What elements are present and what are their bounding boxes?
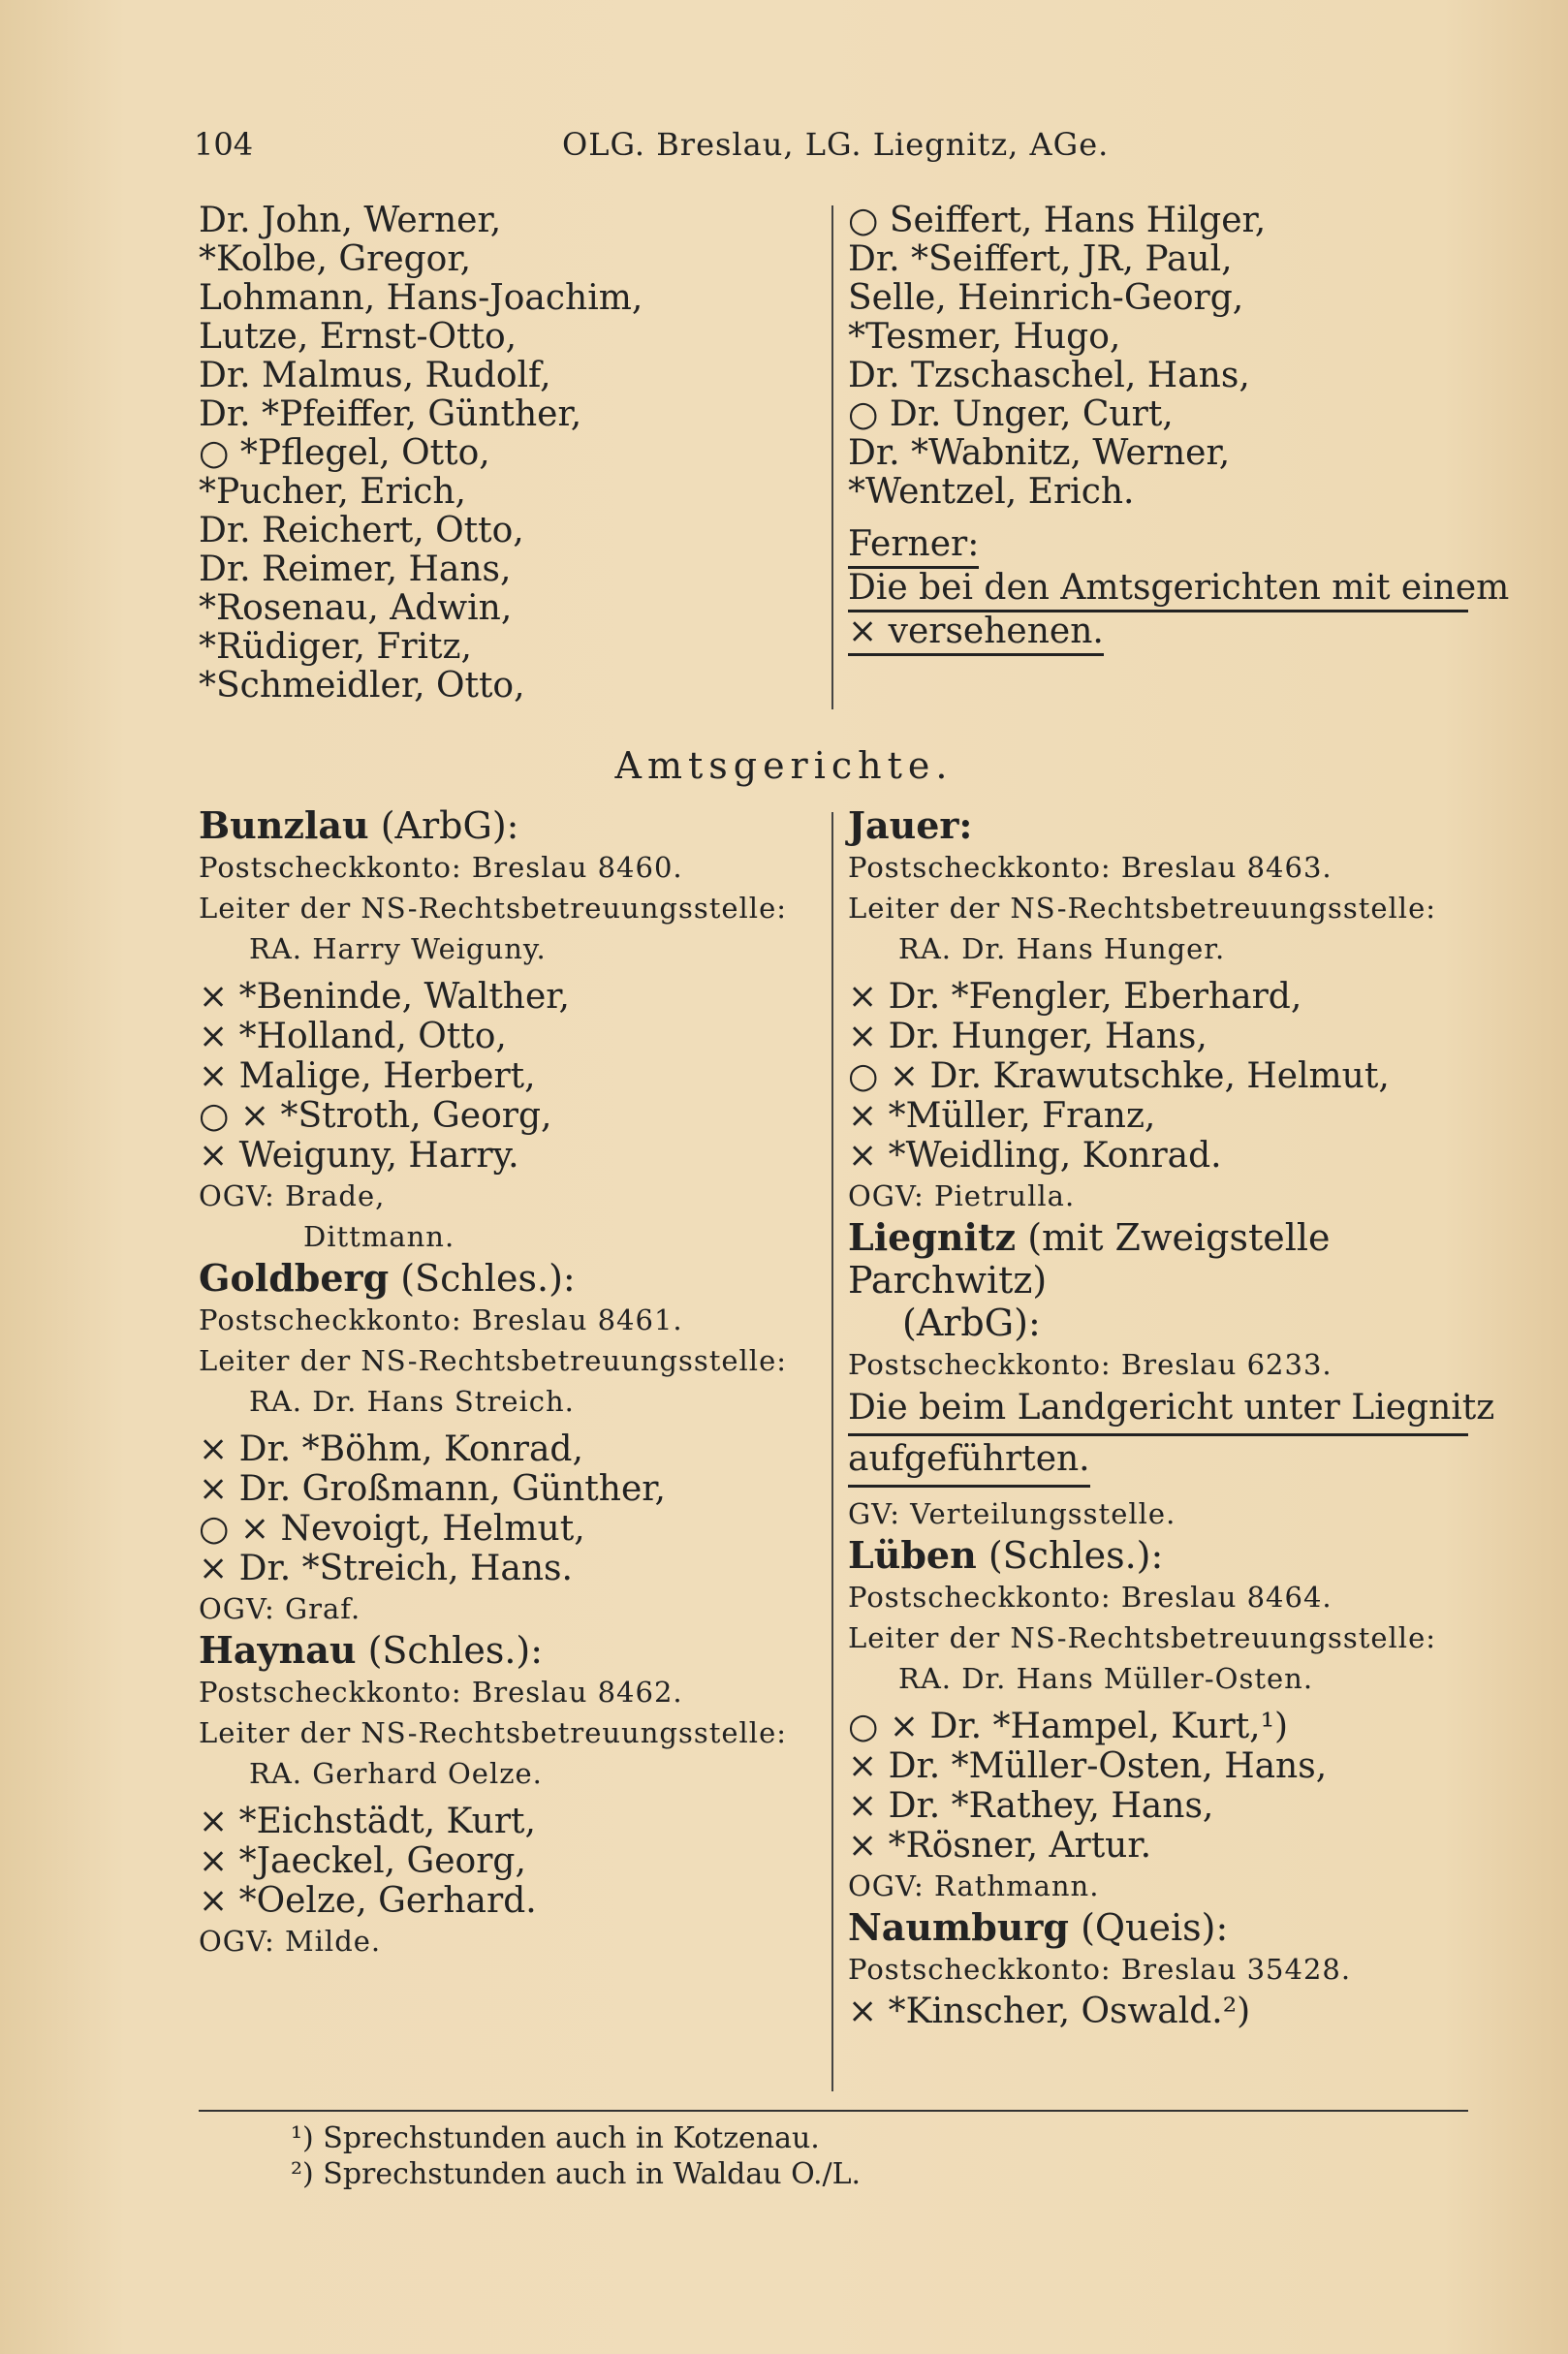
court-suffix: (mit Zweigstelle Parchwitz)	[848, 1216, 1331, 1302]
court-heading	[848, 1216, 1497, 1302]
ogv-line-2: Dittmann.	[303, 1220, 455, 1253]
leiter-label: Leiter der NS-Rechtsbetreuungsstelle:	[199, 1344, 788, 1377]
court-liegnitz	[848, 1216, 1497, 1534]
court-name: Jauer:	[848, 803, 973, 847]
list-item: *Schmeidler, Otto,	[199, 666, 525, 706]
ogv-line: OGV: Pietrulla.	[848, 1179, 1076, 1212]
list-item: *Rüdiger, Fritz,	[199, 627, 472, 667]
top-right-name-list	[848, 201, 1510, 656]
court-heading	[199, 1629, 819, 1672]
list-item: Lohmann, Hans-Joachim,	[199, 278, 643, 318]
judge-list	[848, 977, 1497, 1176]
list-item: Dr. Tzschaschel, Hans,	[848, 356, 1250, 395]
court-heading	[848, 1906, 1497, 1949]
postcheck-account: Postscheckkonto: Breslau 8461.	[199, 1303, 683, 1336]
footnotes	[291, 2120, 861, 2192]
list-item: × Dr. *Streich, Hans.	[199, 1549, 573, 1588]
leiter-name: RA. Dr. Hans Hunger.	[898, 932, 1226, 965]
judge-list	[199, 977, 819, 1176]
court-lueben	[848, 1534, 1497, 1906]
list-item: × Malige, Herbert,	[199, 1056, 536, 1096]
list-item: Dr. *Seiffert, JR, Paul,	[848, 239, 1233, 279]
court-name: Haynau	[199, 1628, 357, 1672]
court-jauer	[848, 804, 1497, 1216]
list-item: × Dr. Großmann, Günther,	[199, 1469, 666, 1509]
gv-line: GV: Verteilungsstelle.	[848, 1497, 1176, 1530]
court-heading	[848, 1534, 1497, 1577]
court-suffix: (Schles.):	[356, 1629, 544, 1672]
left-court-column	[199, 804, 819, 1962]
ferner-block	[848, 524, 1510, 656]
court-naumburg	[848, 1906, 1497, 2031]
list-item: × *Kinscher, Oswald.²)	[848, 1992, 1251, 2031]
list-item: ○ × *Stroth, Georg,	[199, 1096, 552, 1136]
list-item: ○ × Dr. *Hampel, Kurt,¹)	[848, 1707, 1289, 1746]
page-header	[194, 126, 1463, 174]
court-heading	[199, 1257, 819, 1300]
court-suffix-2: (ArbG):	[902, 1302, 1041, 1344]
court-heading-cont	[848, 1302, 1497, 1344]
list-item: × *Rösner, Artur.	[848, 1826, 1152, 1866]
list-item: × Dr. *Rathey, Hans,	[848, 1786, 1214, 1826]
list-item: Selle, Heinrich-Georg,	[848, 278, 1244, 318]
judge-list	[848, 1992, 1497, 2031]
page-number: 104	[194, 126, 254, 163]
list-item: ○ × Dr. Krawutschke, Helmut,	[848, 1056, 1390, 1096]
list-item: Dr. *Pfeiffer, Günther,	[199, 394, 582, 434]
ferner-line-2: × versehenen.	[848, 612, 1104, 656]
court-heading	[848, 804, 1497, 847]
ferner-label: Ferner:	[848, 525, 979, 569]
leiter-name: RA. Dr. Hans Müller-Osten.	[898, 1662, 1314, 1695]
list-item: Dr. *Wabnitz, Werner,	[848, 433, 1231, 473]
footnote-1: ¹) Sprechstunden auch in Kotzenau.	[291, 2121, 820, 2155]
list-item: Dr. John, Werner,	[199, 201, 502, 240]
column-divider	[831, 205, 833, 709]
court-heading	[199, 804, 819, 847]
list-item: *Wentzel, Erich.	[848, 472, 1135, 512]
list-item: × Weiguny, Harry.	[199, 1136, 519, 1176]
list-item: Lutze, Ernst-Otto,	[199, 317, 517, 357]
court-suffix: (Schles.):	[976, 1534, 1164, 1577]
court-suffix: (Schles.):	[389, 1257, 576, 1300]
court-haynau	[199, 1629, 819, 1962]
list-item: × *Beninde, Walther,	[199, 977, 570, 1017]
court-name: Lüben	[848, 1533, 977, 1577]
list-item: *Kolbe, Gregor,	[199, 239, 472, 279]
list-item: ○ × Nevoigt, Helmut,	[199, 1509, 585, 1549]
postcheck-account: Postscheckkonto: Breslau 8460.	[199, 851, 683, 884]
column-divider	[831, 812, 833, 2091]
postcheck-account: Postscheckkonto: Breslau 8464.	[848, 1581, 1333, 1614]
court-suffix: (ArbG):	[368, 804, 519, 847]
footnote-divider	[199, 2110, 1468, 2112]
list-item: ○ *Pflegel, Otto,	[199, 433, 490, 473]
list-item: × Dr. *Fengler, Eberhard,	[848, 977, 1302, 1017]
list-item: ○ Seiffert, Hans Hilger,	[848, 201, 1267, 240]
list-item: *Pucher, Erich,	[199, 472, 466, 512]
leiter-label: Leiter der NS-Rechtsbetreuungsstelle:	[848, 1621, 1437, 1654]
postcheck-account: Postscheckkonto: Breslau 6233.	[848, 1348, 1333, 1381]
postcheck-account: Postscheckkonto: Breslau 35428.	[848, 1953, 1352, 1986]
list-item: × *Weidling, Konrad.	[848, 1136, 1222, 1176]
list-item: Dr. Reimer, Hans,	[199, 549, 512, 589]
leiter-name: RA. Gerhard Oelze.	[249, 1757, 543, 1790]
leiter-name: RA. Dr. Hans Streich.	[249, 1385, 575, 1418]
leiter-name: RA. Harry Weiguny.	[249, 932, 547, 965]
list-item: Dr. Malmus, Rudolf,	[199, 356, 551, 395]
list-item: × *Holland, Otto,	[199, 1017, 507, 1056]
list-item: *Rosenau, Adwin,	[199, 588, 513, 628]
court-name: Bunzlau	[199, 803, 369, 847]
judge-list	[848, 1707, 1497, 1866]
court-name: Goldberg	[199, 1256, 390, 1300]
court-name: Liegnitz	[848, 1215, 1017, 1259]
ogv-line: OGV: Milde.	[199, 1925, 382, 1958]
list-item: *Tesmer, Hugo,	[848, 317, 1121, 357]
ogv-line: OGV: Brade,	[199, 1179, 386, 1212]
judge-list	[199, 1429, 819, 1588]
list-item: × *Jaeckel, Georg,	[199, 1841, 526, 1881]
list-item: × *Oelze, Gerhard.	[199, 1881, 537, 1921]
court-bunzlau	[199, 804, 819, 1257]
postcheck-account: Postscheckkonto: Breslau 8463.	[848, 851, 1333, 884]
court-goldberg	[199, 1257, 819, 1629]
leiter-label: Leiter der NS-Rechtsbetreuungsstelle:	[848, 892, 1437, 925]
leiter-label: Leiter der NS-Rechtsbetreuungsstelle:	[199, 1716, 788, 1749]
judge-list	[199, 1802, 819, 1921]
liegnitz-note-2: aufgeführten.	[848, 1436, 1090, 1488]
list-item: ○ Dr. Unger, Curt,	[848, 394, 1174, 434]
liegnitz-note-1: Die beim Landgericht unter Liegnitz	[848, 1385, 1468, 1436]
running-title: OLG. Breslau, LG. Liegnitz, AGe.	[562, 126, 1110, 163]
court-suffix: (Queis):	[1068, 1906, 1229, 1949]
section-title: Amtsgerichte.	[614, 744, 954, 787]
postcheck-account: Postscheckkonto: Breslau 8462.	[199, 1676, 683, 1709]
ogv-line: OGV: Rathmann.	[848, 1869, 1100, 1902]
list-item: × Dr. *Böhm, Konrad,	[199, 1429, 583, 1469]
list-item: × Dr. *Müller-Osten, Hans,	[848, 1746, 1328, 1786]
top-left-name-list	[199, 202, 819, 706]
list-item: × *Müller, Franz,	[848, 1096, 1156, 1136]
list-item: Dr. Reichert, Otto,	[199, 511, 524, 550]
leiter-label: Leiter der NS-Rechtsbetreuungsstelle:	[199, 892, 788, 925]
court-name: Naumburg	[848, 1905, 1069, 1949]
list-item: × *Eichstädt, Kurt,	[199, 1802, 536, 1841]
ferner-line-1: Die bei den Amtsgerichten mit einem	[848, 569, 1468, 612]
right-court-column	[848, 804, 1497, 2031]
list-item: × Dr. Hunger, Hans,	[848, 1017, 1207, 1056]
footnote-2: ²) Sprechstunden auch in Waldau O./L.	[291, 2157, 862, 2191]
ogv-line: OGV: Graf.	[199, 1592, 361, 1625]
